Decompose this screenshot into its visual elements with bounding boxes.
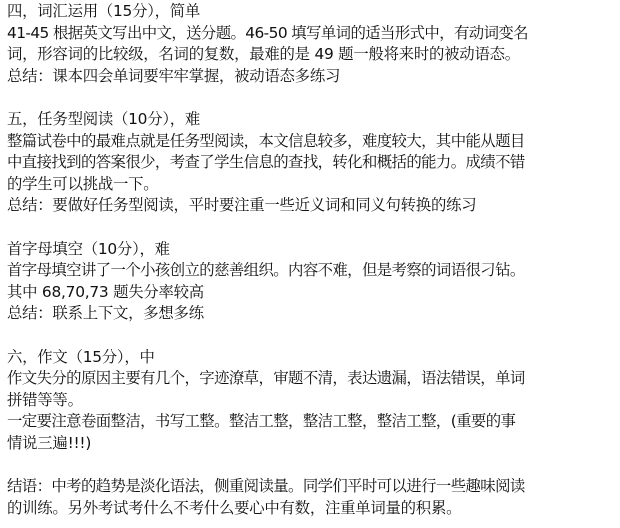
paragraph-line: 结语：中考的趋势是淡化语法，侧重阅读量。同学们平时可以进行一些趣味阅读	[7, 477, 525, 496]
blank-line	[7, 454, 620, 476]
blank-line	[7, 217, 620, 239]
paragraph-line: 的学生可以挑战一下。	[7, 174, 159, 193]
paragraph-line: 中直接找到的答案很少，考查了学生信息的查找，转化和概括的能力。成绩不错	[7, 153, 525, 172]
summary-line: 总结：课本四会单词要牢牢掌握，被动语态多练习	[7, 66, 341, 85]
paragraph-line: 首字母填空讲了一个小孩创立的慈善组织。内容不难，但是考察的词语很刁钻。	[7, 261, 525, 280]
paragraph-line: 词，形容词的比较级，名词的复数，最难的是 49 题一般将来时的被动语态。	[7, 45, 520, 64]
paragraph-line: 整篇试卷中的最难点就是任务型阅读，本文信息较多，难度较大，其中能从题目	[7, 131, 525, 150]
section-vocabulary	[7, 1, 620, 87]
paragraph-line: 情说三遍!!!)	[7, 433, 92, 452]
section-heading: 首字母填空（10分），难	[7, 239, 170, 258]
paragraph-line: 一定要注意卷面整洁，书写工整。整洁工整，整洁工整，整洁工整，(重要的事	[7, 412, 516, 431]
summary-line: 总结：联系上下文，多想多练	[7, 304, 204, 323]
section-heading: 六，作文（15分），中	[7, 347, 155, 366]
section-heading: 四，词汇运用（15分），简单	[7, 2, 201, 20]
section-conclusion	[7, 476, 620, 519]
blank-line	[7, 87, 620, 109]
section-task-reading	[7, 109, 620, 217]
paragraph-line: 作文失分的原因主要有几个，字迹潦草，审题不清，表达遗漏，语法错误，单词	[7, 369, 525, 388]
section-heading: 五，任务型阅读（10分），难	[7, 109, 201, 128]
summary-line: 总结：要做好任务型阅读，平时要注重一些近义词和同义句转换的练习	[7, 196, 477, 215]
paragraph-line: 其中 68,70,73 题失分率较高	[7, 282, 204, 301]
paragraph-line: 41-45 根据英文写出中文，送分题。46-50 填写单词的适当形式中，有动词变名	[7, 23, 528, 42]
paragraph-line: 的训练。另外考试考什么不考什么要心中有数，注重单词量的积累。	[7, 498, 462, 517]
paragraph-line: 拼错等等。	[7, 390, 83, 409]
section-initial-letter-cloze	[7, 239, 620, 325]
section-composition	[7, 347, 620, 455]
blank-line	[7, 325, 620, 347]
